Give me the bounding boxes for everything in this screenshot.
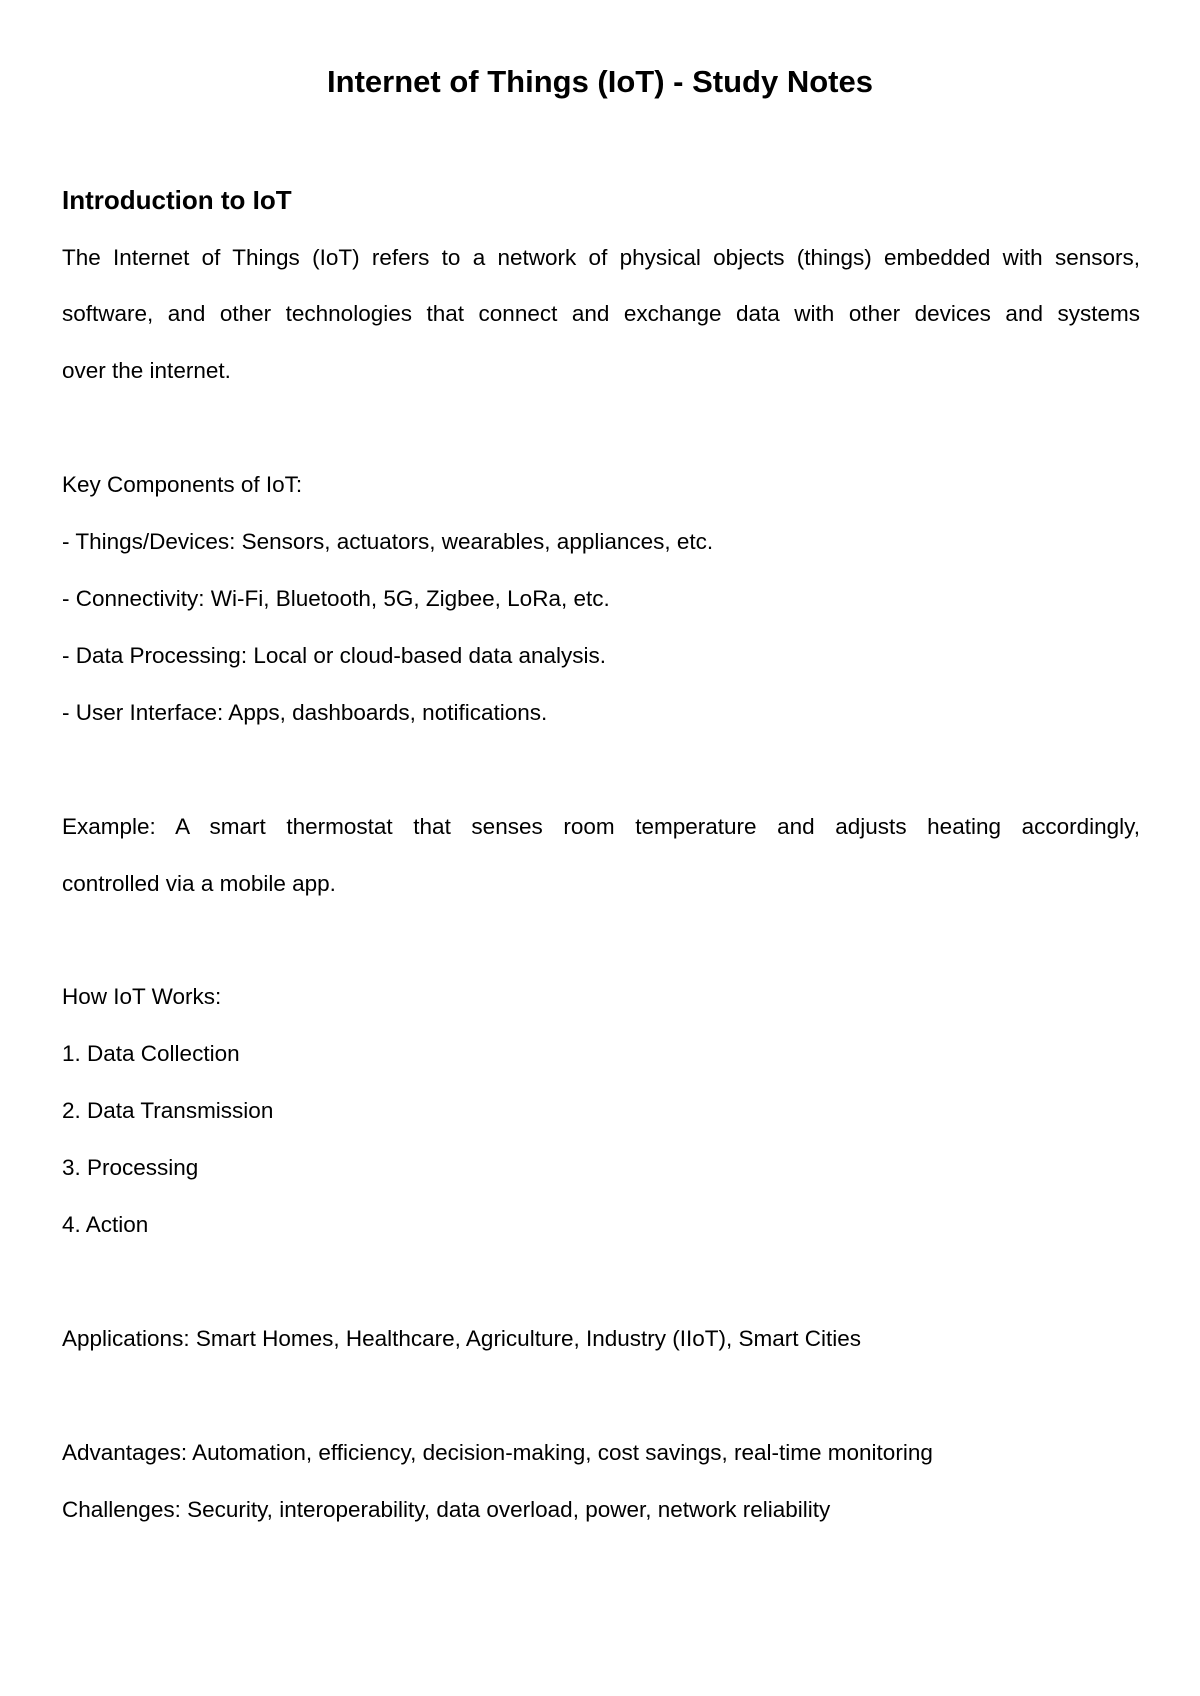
- component-item: - User Interface: Apps, dashboards, notifications.: [62, 700, 548, 725]
- step-item: 3. Processing: [62, 1155, 199, 1180]
- applications-line: Applications: Smart Homes, Healthcare, Agriculture, Industry (IIoT), Smart Cities: [62, 1326, 862, 1351]
- example-line: Example: A smart thermostat that senses room temperature and adjusts heating accordingly,: [62, 814, 1140, 839]
- step-item: 4. Action: [62, 1212, 149, 1237]
- section-heading: Introduction to IoT: [62, 185, 292, 215]
- step-item: 1. Data Collection: [62, 1041, 240, 1066]
- challenges-line: Challenges: Security, interoperability, data overload, power, network reliability: [62, 1497, 831, 1522]
- component-item: - Things/Devices: Sensors, actuators, wearables, appliances, etc.: [62, 529, 714, 554]
- example-line: controlled via a mobile app.: [62, 871, 336, 896]
- advantages-line: Advantages: Automation, efficiency, decision-making, cost savings, real-time monitoring: [62, 1440, 933, 1465]
- step-item: 2. Data Transmission: [62, 1098, 274, 1123]
- intro-line: over the internet.: [62, 358, 231, 383]
- how-heading: How IoT Works:: [62, 984, 222, 1009]
- intro-line: The Internet of Things (IoT) refers to a network of physical objects (things) embedded with sensors,: [62, 245, 1140, 270]
- component-item: - Data Processing: Local or cloud-based data analysis.: [62, 643, 607, 668]
- component-item: - Connectivity: Wi-Fi, Bluetooth, 5G, Zigbee, LoRa, etc.: [62, 586, 610, 611]
- document-title: Internet of Things (IoT) - Study Notes: [327, 64, 873, 99]
- components-heading: Key Components of IoT:: [62, 472, 303, 497]
- intro-line: software, and other technologies that connect and exchange data with other devices and systems: [62, 301, 1140, 326]
